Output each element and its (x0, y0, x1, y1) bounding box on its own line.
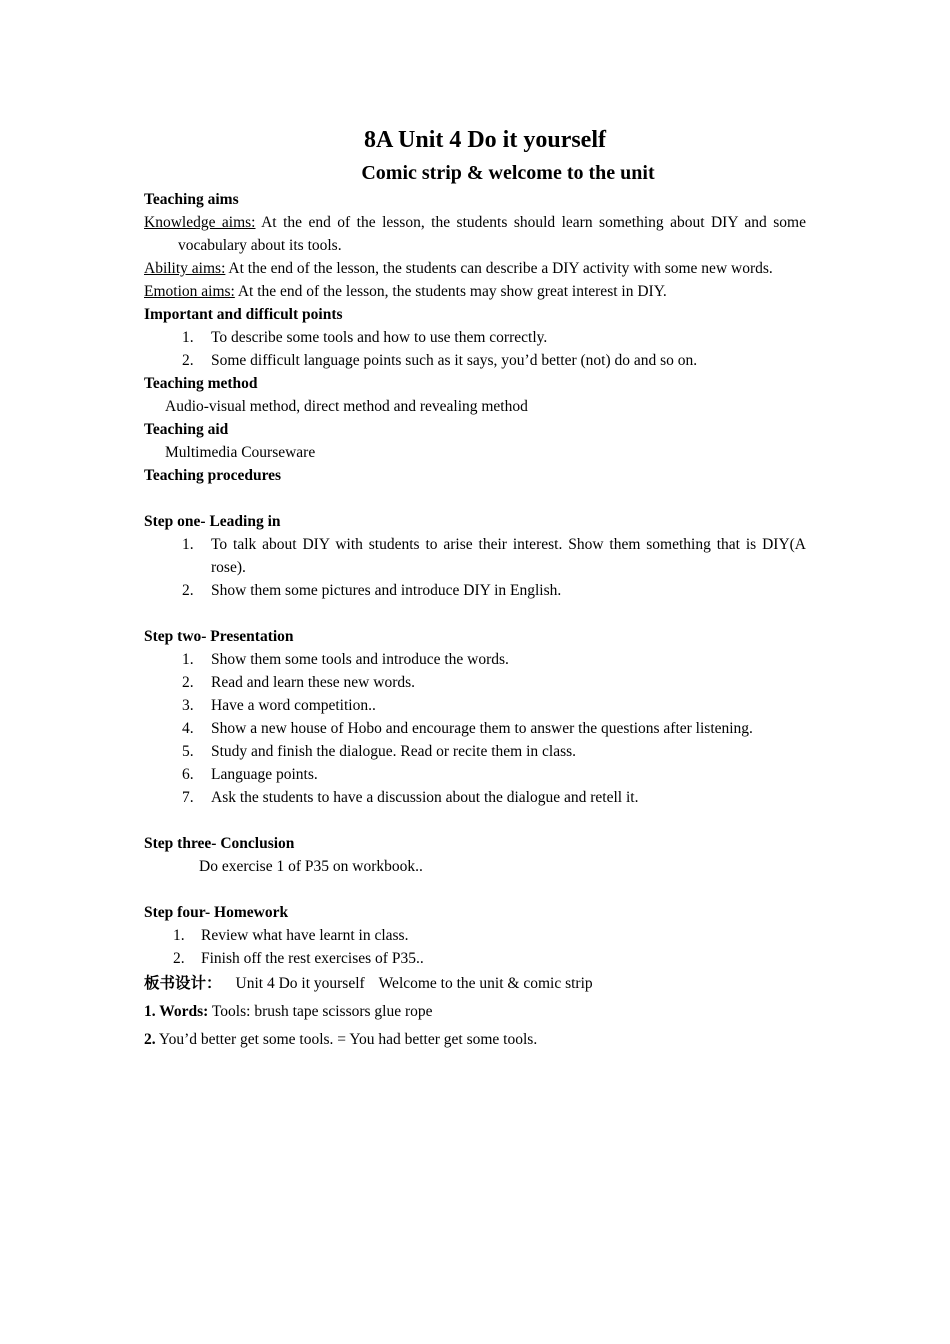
step-four-heading: Step four- Homework (144, 904, 289, 921)
ability-aims-label: Ability aims: (144, 260, 226, 277)
procedures-heading: Teaching procedures (144, 467, 282, 484)
step-one-heading: Step one- Leading in (144, 513, 281, 530)
list-item: 2. Finish off the rest exercises of P35.. (173, 950, 424, 967)
document-subtitle: Comic strip & welcome to the unit (361, 162, 655, 184)
aid-heading: Teaching aid (144, 421, 229, 438)
list-item: 5. Study and finish the dialogue. Read or recite them in class. (182, 743, 577, 760)
list-item: 1. To describe some tools and how to use them correctly. (182, 329, 548, 346)
list-item: 4. Show a new house of Hobo and encourage them to answer the questions after listening. (182, 720, 753, 737)
list-item: 2. Some difficult language points such as it says, you’d better (not) do and so on. (182, 352, 698, 369)
list-item: 7. Ask the students to have a discussion about the dialogue and retell it. (182, 789, 639, 806)
board-words-text: Tools: brush tape scissors glue rope (208, 1003, 433, 1020)
step-four-list (144, 924, 806, 970)
list-item: 1. Review what have learnt in class. (173, 927, 409, 944)
emotion-aims-text: At the end of the lesson, the students may show great interest in DIY. (234, 283, 667, 300)
step-three-text: Do exercise 1 of P35 on workbook.. (199, 858, 423, 875)
board-design-line (144, 970, 806, 998)
list-item: 1. Show them some tools and introduce the words. (182, 651, 509, 668)
knowledge-aims-label: Knowledge aims: (144, 214, 256, 231)
emotion-aims-label: Emotion aims: (144, 283, 235, 300)
board-design-label: 板书设计： (144, 975, 222, 992)
list-item: 6. Language points. (182, 766, 318, 783)
ability-aims (144, 257, 806, 280)
method-text: Audio-visual method, direct method and revealing method (165, 398, 528, 415)
board-phrase-text: You’d better get some tools. = You had better get some tools. (155, 1031, 538, 1048)
document-content (144, 124, 806, 1054)
points-heading: Important and difficult points (144, 306, 343, 323)
knowledge-aims-text: At the end of the lesson, the students should learn something about DIY and some vocabulary about its tools. (178, 214, 806, 254)
aid-text: Multimedia Courseware (165, 444, 316, 461)
list-item: 3. Have a word competition.. (182, 697, 376, 714)
board-phrase-line (144, 1026, 806, 1054)
knowledge-aims (144, 211, 806, 257)
method-heading: Teaching method (144, 375, 258, 392)
step-two-list (144, 648, 806, 809)
board-phrase-label: 2. (144, 1031, 156, 1048)
emotion-aims (144, 280, 806, 303)
list-item: 2. Show them some pictures and introduce DIY in English. (182, 582, 562, 599)
list-item: 1. To talk about DIY with students to arise their interest. Show them something that is DIY(A rose). (182, 536, 806, 576)
board-words-label: 1. Words: (144, 1003, 209, 1020)
list-item: 2. Read and learn these new words. (182, 674, 416, 691)
step-one-list (144, 533, 806, 602)
board-topic: Welcome to the unit & comic strip (378, 975, 593, 992)
step-three-heading: Step three- Conclusion (144, 835, 295, 852)
step-two-heading: Step two- Presentation (144, 628, 294, 645)
document-title: 8A Unit 4 Do it yourself (364, 127, 606, 153)
teaching-aims-heading: Teaching aims (144, 191, 239, 208)
board-words-line (144, 998, 806, 1026)
board-unit: Unit 4 Do it yourself (235, 975, 365, 992)
points-list (144, 326, 806, 372)
ability-aims-text: At the end of the lesson, the students can describe a DIY activity with some new words. (225, 260, 773, 277)
